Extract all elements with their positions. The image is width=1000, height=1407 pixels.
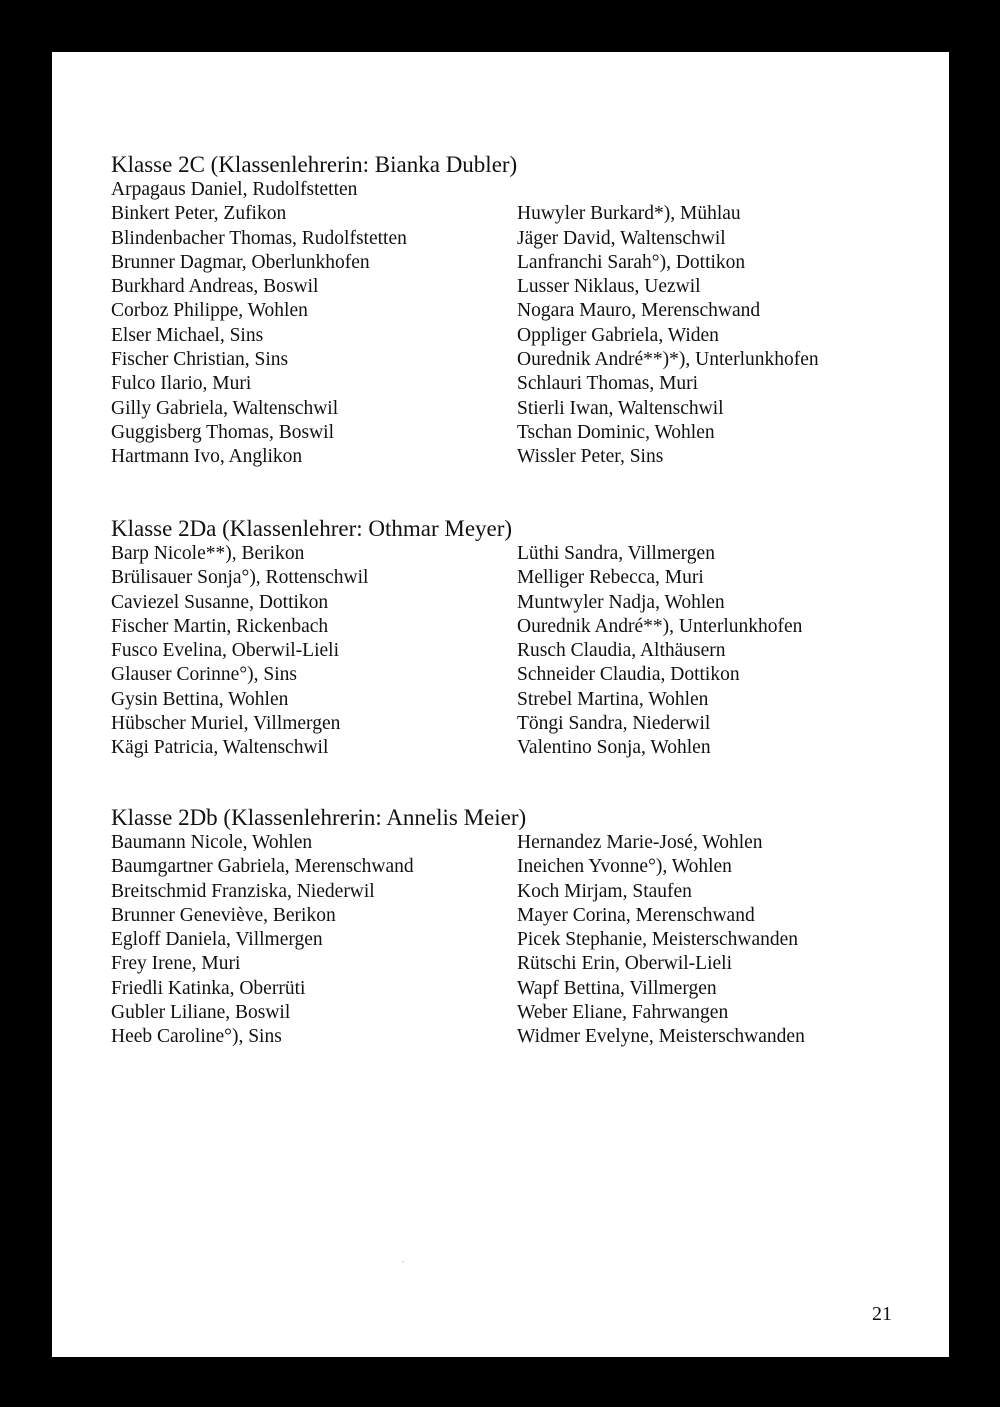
- class-section-2c: [111, 152, 931, 468]
- student-column-left: [111, 542, 368, 761]
- student-entry: Hübscher Muriel, Villmergen: [111, 713, 341, 735]
- student-entry: Ineichen Yvonne°), Wohlen: [517, 856, 732, 878]
- student-entry: Weber Eliane, Fahrwangen: [517, 1002, 729, 1024]
- student-entry: Baumgartner Gabriela, Merenschwand: [111, 856, 414, 878]
- student-column-right: [517, 542, 802, 761]
- student-column-right: [517, 831, 805, 1050]
- student-entry: Guggisberg Thomas, Boswil: [111, 421, 334, 443]
- student-entry: Rusch Claudia, Althäusern: [517, 640, 726, 662]
- student-entry: Rütschi Erin, Oberwil-Lieli: [517, 953, 732, 975]
- student-column-left: [111, 831, 414, 1050]
- student-entry: Muntwyler Nadja, Wohlen: [517, 591, 725, 613]
- student-entry: Hartmann Ivo, Anglikon: [111, 446, 303, 468]
- student-entry: Corboz Philippe, Wohlen: [111, 300, 308, 322]
- student-entry: Ourednik André**), Unterlunkhofen: [517, 615, 803, 637]
- student-entry: Glauser Corinne°), Sins: [111, 664, 297, 686]
- student-entry: Fusco Evelina, Oberwil-Lieli: [111, 640, 339, 662]
- student-entry: Breitschmid Franziska, Niederwil: [111, 880, 375, 902]
- student-entry: Fulco Ilario, Muri: [111, 373, 252, 395]
- student-entry: Melliger Rebecca, Muri: [517, 567, 704, 589]
- student-entry: Baumann Nicole, Wohlen: [111, 832, 313, 853]
- student-entry: Nogara Mauro, Merenschwand: [517, 300, 761, 322]
- student-entry: Fischer Christian, Sins: [111, 349, 289, 371]
- class-heading: Klasse 2Da (Klassenlehrer: Othmar Meyer): [111, 516, 513, 541]
- student-entry: Lanfranchi Sarah°), Dottikon: [517, 251, 746, 273]
- student-entry: Schneider Claudia, Dottikon: [517, 664, 740, 686]
- student-entry: Oppliger Gabriela, Widen: [517, 324, 719, 346]
- student-entry: Frey Irene, Muri: [111, 953, 241, 975]
- class-section-2da: [111, 516, 931, 759]
- student-entry: Valentino Sonja, Wohlen: [517, 737, 711, 759]
- student-entry: Huwyler Burkard*), Mühlau: [517, 203, 741, 225]
- student-entry: Lüthi Sandra, Villmergen: [517, 543, 715, 564]
- student-entry: Wapf Bettina, Villmergen: [517, 977, 717, 999]
- student-column-left: [111, 178, 407, 470]
- student-entry: Brunner Geneviève, Berikon: [111, 904, 336, 926]
- student-entry: Jäger David, Waltenschwil: [517, 227, 726, 249]
- page-number: 21: [872, 1303, 892, 1325]
- student-entry: Wissler Peter, Sins: [517, 446, 664, 468]
- student-entry: Brülisauer Sonja°), Rottenschwil: [111, 567, 369, 589]
- student-entry: Arpagaus Daniel, Rudolfstetten: [111, 179, 358, 200]
- class-section-2db: [111, 805, 931, 1048]
- student-entry: Kägi Patricia, Waltenschwil: [111, 737, 329, 759]
- class-heading: Klasse 2C (Klassenlehrerin: Bianka Dubler): [111, 152, 518, 177]
- student-entry: Fischer Martin, Rickenbach: [111, 615, 329, 637]
- student-entry: Strebel Martina, Wohlen: [517, 688, 709, 710]
- student-entry: Barp Nicole**), Berikon: [111, 543, 305, 564]
- student-entry: Töngi Sandra, Niederwil: [517, 713, 711, 735]
- student-entry: Elser Michael, Sins: [111, 324, 264, 346]
- student-entry: Schlauri Thomas, Muri: [517, 373, 699, 395]
- student-entry: Gilly Gabriela, Waltenschwil: [111, 397, 339, 419]
- student-entry: Mayer Corina, Merenschwand: [517, 904, 755, 926]
- student-entry: Friedli Katinka, Oberrüti: [111, 977, 306, 999]
- student-entry: Heeb Caroline°), Sins: [111, 1026, 282, 1048]
- student-entry: Lusser Niklaus, Uezwil: [517, 276, 701, 298]
- student-entry: Stierli Iwan, Waltenschwil: [517, 397, 724, 419]
- student-entry: Widmer Evelyne, Meisterschwanden: [517, 1026, 805, 1048]
- student-entry: Gysin Bettina, Wohlen: [111, 688, 289, 710]
- student-entry: Caviezel Susanne, Dottikon: [111, 591, 329, 613]
- student-column-right: [517, 202, 819, 469]
- document-page: [52, 52, 949, 1357]
- student-entry: Picek Stephanie, Meisterschwanden: [517, 929, 799, 951]
- student-entry: Binkert Peter, Zufikon: [111, 203, 287, 225]
- student-entry: Blindenbacher Thomas, Rudolfstetten: [111, 227, 407, 249]
- class-heading: Klasse 2Db (Klassenlehrerin: Annelis Meier): [111, 805, 527, 830]
- student-entry: Koch Mirjam, Staufen: [517, 880, 692, 902]
- student-entry: Tschan Dominic, Wohlen: [517, 421, 715, 443]
- student-entry: Hernandez Marie-José, Wohlen: [517, 832, 763, 853]
- student-entry: Ourednik André**)*), Unterlunkhofen: [517, 349, 819, 371]
- student-entry: Brunner Dagmar, Oberlunkhofen: [111, 251, 370, 273]
- scan-speck: [402, 1261, 404, 1263]
- student-entry: Egloff Daniela, Villmergen: [111, 929, 323, 951]
- student-entry: Burkhard Andreas, Boswil: [111, 276, 319, 298]
- student-entry: Gubler Liliane, Boswil: [111, 1002, 291, 1024]
